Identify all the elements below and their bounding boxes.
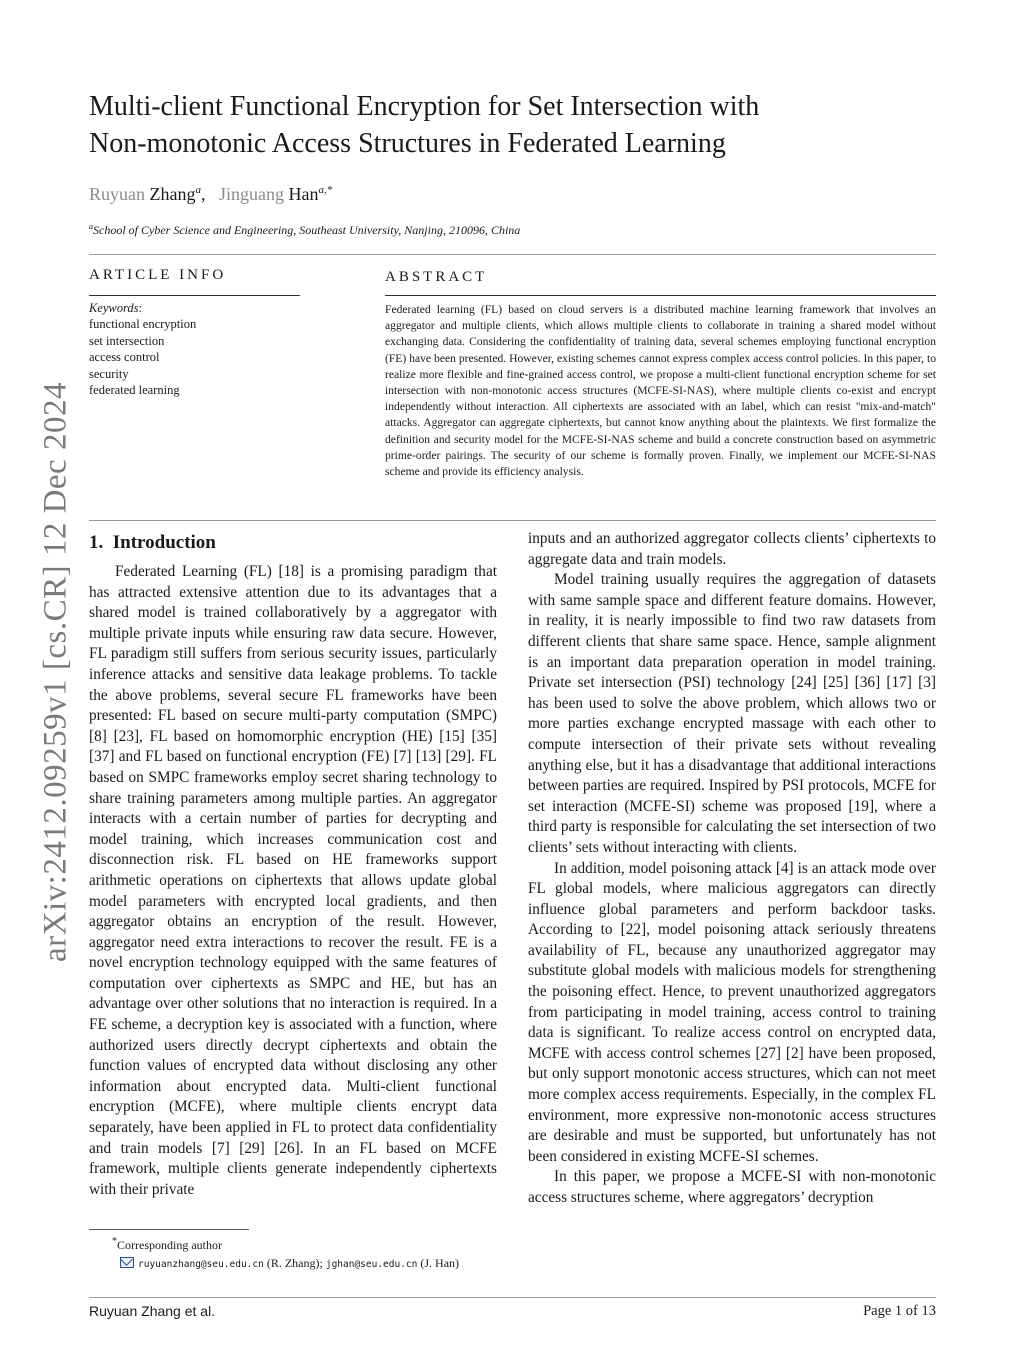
author-1-last: Zhang bbox=[149, 184, 196, 204]
affiliation-text: School of Cyber Science and Engineering, Southeast University, Nanjing, 210096, China bbox=[93, 223, 521, 237]
page-number: Page 1 of 13 bbox=[863, 1303, 936, 1319]
arxiv-id: arXiv:2412.09259v1 [cs.CR] 12 Dec 2024 bbox=[37, 382, 74, 962]
title-line-1: Multi-client Functional Encryption for Set Intersection with bbox=[89, 91, 760, 122]
keyword-item: set intersection bbox=[89, 333, 165, 348]
header-divider bbox=[89, 254, 936, 255]
corresponding-author-label: Corresponding author bbox=[117, 1238, 222, 1252]
paragraph: inputs and an authorized aggregator collects clients’ ciphertexts to aggregate data and train models. bbox=[528, 530, 936, 568]
paragraph: Model training usually requires the aggregation of datasets with same sample space and different feature domains. However, in reality, it is nearly impossible to find two raw datasets from different clients that share same space. Hence, sample alignment is an important data preparation operation in model training. Private set intersection (PSI) technology [24] [25] [36] [17] [3] has been used to solve the above problem, which allows two or more parties exchange encrypted massage with each other to compute intersection of their private sets without revealing anything else, but it has a disadvantage that additional interactions between parties are required. Inspired by PSI protocols, MCFE for set interaction (MCFE-SI) scheme was proposed [19], where a third party is responsible for calculating the set intersection of two clients’ sets without interacting with clients. bbox=[528, 571, 936, 856]
author-1-first: Ruyuan bbox=[89, 184, 145, 204]
email-name-2: (J. Han) bbox=[417, 1256, 460, 1270]
paragraph: In this paper, we propose a MCFE-SI with non-monotonic access structures scheme, where aggregators’ decryption bbox=[528, 1168, 936, 1206]
footnote-rule bbox=[89, 1229, 249, 1230]
section-heading bbox=[89, 532, 216, 554]
keyword-item: access control bbox=[89, 350, 160, 365]
article-info-heading: ARTICLE INFO bbox=[89, 267, 227, 283]
footer-divider bbox=[89, 1297, 936, 1298]
title-line-2: Non-monotonic Access Structures in Federated Learning bbox=[89, 128, 726, 159]
affiliation-sup: a bbox=[89, 222, 93, 231]
email-link-1[interactable]: ruyuanzhang@seu.edu.cn bbox=[138, 1259, 264, 1270]
paper-title bbox=[89, 88, 949, 162]
keyword-item: functional encryption bbox=[89, 317, 197, 332]
left-column bbox=[89, 562, 497, 1200]
paragraph: In addition, model poisoning attack [4] is an attack mode over FL global models, where malicious aggregators can directly influence global parameters and perform backdoor tasks. According to [22], model poisoning attack seriously threatens availability of FL, because any unauthorized aggregator may substitute global models with malicious models for strengthening the poisoning effect. Hence, to prevent unauthorized aggregators from participating in model training, access control to training data is significant. To realize access control on encrypted data, MCFE with access control schemes [27] [2] have been proposed, but only support monotonic access structures, which can not meet more complex access requirements. Especially, in the complex FL environment, more expressive non-monotonic access structures are desirable and must be supported, but unfortunately has not been considered in existing MCFE-SI schemes. bbox=[528, 859, 936, 1165]
paragraph: Federated Learning (FL) [18] is a promising paradigm that has attracted extensive attention due to its advantages that a shared model is trained collaboratively by a aggregator with multiple private inputs while ensuring raw data secure. However, FL paradigm still suffers from serious security issues, particularly inference attacks and sensitive data leakage problems. To tackle the above problems, several secure FL frameworks have been presented: FL based on secure multi-party computation (SMPC) [8] [23], FL based on homomorphic encryption (HE) [15] [35] [37] and FL based on functional encryption (FE) [7] [13] [29]. FL based on SMPC frameworks employ secret sharing technology to share training parameters among multiple parties. An aggregator interacts with a certain number of parties for decrypting and model training, which increases communication cost and disconnection risk. FL based on HE frameworks support arithmetic operations on ciphertexts that allows update global model parameters with encrypted local gradients, and then aggregator obtains an encryption of the result. However, aggregator need extra interactions to recover the result. FE is a novel encryption technology equipped with the same features of computation over ciphertexts as SMPC and HE, but has an advantage over other solutions that no interaction is required. In a FE scheme, a decryption key is associated with a function, where authorized users directly decrypt ciphertexts and obtain the function values of encrypted data without disclosing any other information about encrypted data. Multi-client functional encryption (MCFE), where multiple clients encrypt data separately, have been applied in FL to protect data confidentiality and train models [7] [29] [26]. In an FL based on MCFE framework, multiple clients generate independently ciphertexts with their private bbox=[89, 563, 497, 1198]
author-2-last: Han bbox=[288, 184, 319, 204]
article-info-rule bbox=[89, 295, 300, 296]
mail-icon bbox=[120, 1257, 134, 1268]
section-number: 1. bbox=[89, 532, 104, 553]
abstract-heading: ABSTRACT bbox=[385, 269, 488, 285]
abstract-rule bbox=[385, 295, 936, 296]
email-link-2[interactable]: jghan@seu.edu.cn bbox=[325, 1259, 418, 1270]
footnote-mark: * bbox=[112, 1236, 117, 1247]
author-list: Ruyuan Zhang$^a$, Jinguang Han$^{a,*}$ bbox=[89, 184, 333, 204]
author-2-sup: a,* bbox=[318, 184, 333, 196]
section-title: Introduction bbox=[112, 532, 216, 553]
keyword-item: federated learning bbox=[89, 383, 180, 398]
author-1-sup: a bbox=[195, 184, 201, 196]
running-author: Ruyuan Zhang et al. bbox=[89, 1303, 216, 1319]
keywords-label: Keywords bbox=[89, 301, 139, 315]
footnote bbox=[112, 1233, 459, 1274]
abstract-text: Federated learning (FL) based on cloud servers is a distributed machine learning framework that involves an aggregator and multiple clients, which allows multiple clients to collaborate in training a shared model without exchanging data. Considering the confidentiality of training data, several schemes employing functional encryption (FE) have been presented. However, existing schemes cannot express complex access control policies. In this paper, to realize more flexible and fine-grained access control, we propose a multi-client functional encryption scheme for set intersection with non-monotonic access structures (MCFE-SI-NAS), where multiple clients co-exist and encrypt independently without interaction. All ciphertexts are associated with an label, which can resist "mix-and-match" attacks. Aggregator can aggregate ciphertexts, but cannot know anything about the plaintexts. We first formalize the definition and security model for the MCFE-SI-NAS scheme and build a concrete construction based on asymmetric prime-order pairings. The security of our scheme is formally proven. Finally, we implement our MCFE-SI-NAS scheme and provide its efficiency analysis. bbox=[385, 303, 936, 479]
email-name-1: (R. Zhang); bbox=[263, 1256, 326, 1270]
keywords-block: Keywords: functional encryption set intersection access control security federated learning bbox=[89, 301, 197, 398]
abstract-divider bbox=[89, 520, 936, 521]
keyword-item: security bbox=[89, 366, 129, 381]
right-column bbox=[528, 529, 936, 1209]
author-2-first: Jinguang bbox=[218, 184, 284, 204]
affiliation bbox=[89, 222, 520, 238]
